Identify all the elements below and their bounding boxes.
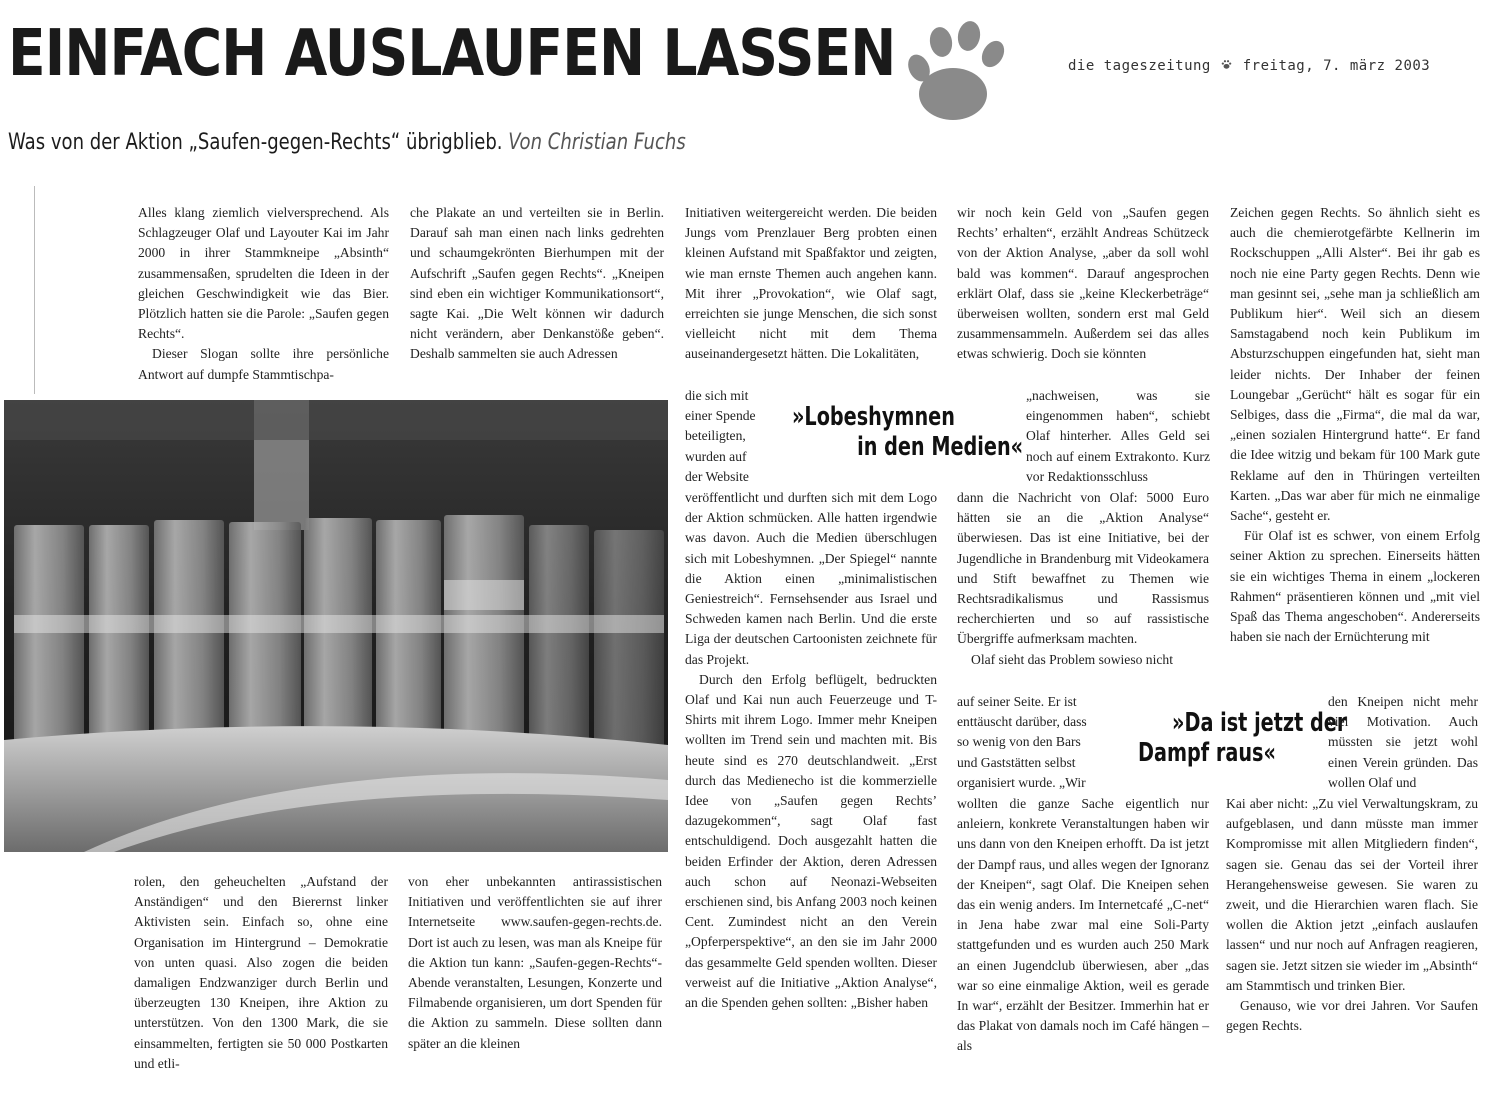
pull-quote-line: »Lobeshymnen — [792, 402, 955, 432]
line: enttäuscht darüber, dass — [957, 714, 1087, 730]
column-rule — [34, 186, 35, 394]
column-4-wrap-2 — [957, 692, 1127, 793]
line: wurden auf — [685, 448, 747, 464]
pull-quote-line: »Da ist jetzt der — [1172, 708, 1347, 738]
column-3-top — [685, 203, 937, 365]
paragraph: von eher unbekannten antirassistischen Initiativen und veröffentlichten sie auf ihrer Internetseite www.saufen-gegen-rechts.de. Dort ist auch zu lesen, was man als Kneipe für die Aktion tun kann: „Saufen-gegen-Rechts“-Abende veranstalten, Lesungen, Konzerte und Filmabende organisieren, um dort Spenden für die Aktion zu sammeln. Diese sollten dann später an die kleinen — [408, 874, 662, 1051]
paragraph: Dieser Slogan sollte ihre persönliche Antwort auf dumpfe Stammtischpa- — [138, 346, 389, 382]
column-5-bottom — [1226, 794, 1478, 1036]
line: der Website — [685, 468, 749, 484]
masthead-date: freitag, 7. märz 2003 — [1242, 58, 1431, 74]
paragraph: Zeichen gegen Rechts. So ähnlich sieht es auch die chemierotgefärbte Kellnerin im Rockschuppen „Alli Alster“. Bei ihr gab es noch nie eine Party gegen Rechts. Denn wie man gesinnt sei, „sehe man ja schließlich am Publikum hier“. Weil sich an diesem Samstagabend noch kein Publikum im Absturzschuppen eingefunden hat, sieht man leider nichts. Der Inhaber der feinen Loungebar „Gerücht“ hält es sogar für ein Selbiges, dass die „Firma“, die mal da war, „einen sozialen Hintergrund hatte“. Er fand die Idee witzig und bekam für 100 Mark gute Reklame auf den in Thüringen verteilten Karten. „Das war aber für mich ne einmalige Sache“, gesteht er. — [1230, 205, 1480, 524]
column-4-bottom — [957, 794, 1209, 1057]
pull-quote-2 — [1138, 708, 1346, 768]
column-4-middle — [957, 488, 1209, 670]
paragraph: che Plakate an und verteilten sie in Berlin. Darauf sah man einen nach links gedrehten und schaumgekrönten Bierhumpen mit der Aufschrift „Saufen gegen Rechts“. „Kneipen sind eben ein wichtiger Kommunikationsort“, sagte Kai. „Die Welt können wir dadurch nicht verändern, aber Denkanstöße geben“. Deshalb sammelten sie auch Adressen — [410, 205, 664, 362]
paragraph: wollten die ganze Sache eigentlich nur anleiern, konkrete Veranstaltungen haben wir uns dann von den Kneipen erhofft. Da ist jetzt der Dampf raus, und alles wegen der Ignoranz der Kneipen“, sagt Olaf. Die Kneipen sehen das ein wenig anders. Im Internetcafé „C-net“ in Jena habe zwar mal eine Soli-Party stattgefunden und es wurden auch 250 Mark an einen Jugendclub überwiesen, aber „das war so eine einmalige Aktion, weil es gerade In war“, erzählt der Besitzer. Immerhin hat er das Plakat von damals noch im Café hängen – als — [957, 796, 1209, 1054]
masthead — [1068, 58, 1488, 74]
pull-quote-line: in den Medien« — [857, 432, 1024, 462]
column-2-top — [410, 203, 664, 365]
subline — [8, 128, 686, 158]
paragraph: rolen, den geheuchelten „Aufstand der Anständigen“ und den Bierernst linker Aktivisten sein. Einfach so, ohne eine Organisation im Hintergrund – Demokratie von unten quasi. Also zogen die beiden damaligen Endzwanziger durch Berlin und überzeugten 130 Kneipen, ihre Aktion zu unterstützen. Von den 1300 Mark, die sie einsammelten, fertigten sie 50 000 Postkarten und etli- — [134, 874, 388, 1071]
column-1-bottom — [134, 872, 388, 1074]
subline-text: Was von der Aktion „Saufen-gegen-Rechts“ übrigblieb. — [8, 130, 503, 155]
author-byline: Von Christian Fuchs — [508, 130, 686, 155]
line: einer Spende — [685, 408, 756, 424]
column-5-wrap — [1328, 692, 1478, 793]
column-4-wrap — [1026, 386, 1210, 487]
paragraph: Genauso, wie vor drei Jahren. Vor Saufen gegen Rechts. — [1226, 998, 1478, 1034]
beer-glasses-photo — [4, 400, 668, 852]
paragraph: Kai aber nicht: „Zu viel Verwaltungskram, zu aufgeblasen, und dann müsste man immer Kompromisse mit allen Mitgliedern finden“, sagen sie. Genau das sei der Vorteil ihrer Herangehensweise gewesen. Sie waren zu zweit, und die Hierarchien waren flach. Sie wollen die Aktion jetzt „einfach auslaufen lassen“ und nur noch auf Anfragen reagieren, sagen sie. Jetzt sitzen sie wieder im „Absinth“ am Stammtisch und trinken Bier. — [1226, 796, 1478, 993]
line: auf seiner Seite. Er ist — [957, 694, 1077, 709]
paragraph: „nachweisen, was sie eingenommen haben“, schiebt Olaf hinterher. Alles Geld sei noch auf einem Extrakonto. Kurz vor Redaktionsschluss — [1026, 388, 1210, 484]
paragraph: den Kneipen nicht mehr viel Motivation. Auch müssten sie jetzt wohl einen Verein gründen. Das wollen Olaf und — [1328, 694, 1478, 790]
column-3-bottom — [685, 488, 937, 1013]
paw-icon — [1220, 58, 1234, 74]
paragraph: veröffentlicht und durften sich mit dem Logo der Aktion schmücken. Alle hatten irgendwie was davon. Auch die Medien überschlugen sich mit Lobeshymnen. „Der Spiegel“ nannte die Aktion einen „minimalistischen Geniestreich“. Fernsehsender aus Israel und Schweden kamen nach Berlin. Und die erste Liga der deutschen Cartoonisten zeichnete für das Projekt. — [685, 490, 937, 667]
line: so wenig von den Bars — [957, 734, 1081, 750]
column-4-top — [957, 203, 1209, 365]
column-1-top — [138, 203, 389, 385]
paw-icon — [895, 12, 1023, 124]
paragraph: dann die Nachricht von Olaf: 5000 Euro hätten sie an die „Aktion Analyse“ überwiesen. Das ist eine Initiative, bei der Jugendliche in Brandenburg mit Videokamera und Stift bewaffnet zu Themen wie Rechtsradikalismus und Rassismus recherchierten und so auf rassistische Übergriffe aufmerksam machten. — [957, 490, 1209, 647]
line: und Gaststätten selbst — [957, 754, 1076, 770]
pull-quote-line: Dampf raus« — [1138, 738, 1276, 768]
pull-quote-1 — [792, 402, 1023, 462]
paragraph: Alles klang ziemlich vielversprechend. Als Schlagzeuger Olaf und Layouter Kai im Jahr 2000 in ihrer Stammkneipe „Absinth“ zusammensaßen, sprudelten die Ideen in der gleichen Geschwindigkeit wie das Bier. Plötzlich hatten sie die Parole: „Saufen gegen Rechts“. — [138, 205, 389, 342]
line: organisiert wurde. „Wir — [957, 774, 1086, 790]
masthead-paper: die tageszeitung — [1068, 58, 1211, 74]
paragraph: Für Olaf ist es schwer, von einem Erfolg seiner Aktion zu sprechen. Einerseits hätten sie ein wichtiges Thema in einem „lockeren Rahmen“ präsentieren können und „mit viel Spaß das Thema angeschoben“. Andererseits haben sie nach der Ernüchterung mit — [1230, 528, 1480, 645]
column-3-wrap — [685, 386, 780, 487]
column-5-top — [1230, 203, 1480, 647]
paragraph: Initiativen weitergereicht werden. Die beiden Jungs vom Prenzlauer Berg probten einen kleinen Aufstand mit Spaßfaktor und zeigten, wie man ernste Themen auch angehen kann. Mit ihrer „Provokation“, wie Olaf sagt, erreichten sie junge Menschen, die sich sonst vielleicht nicht mit dem Thema auseinandergesetzt hätten. Die Lokalitäten, — [685, 205, 937, 362]
line: beteiligten, — [685, 428, 746, 444]
line: die sich mit — [685, 388, 749, 403]
headline: EINFACH AUSLAUFEN LASSEN — [8, 17, 896, 91]
paragraph: Olaf sieht das Problem sowieso nicht — [971, 651, 1173, 667]
column-2-bottom — [408, 872, 662, 1054]
paragraph: wir noch kein Geld von „Saufen gegen Rechts’ erhalten“, erzählt Andreas Schützeck von der Aktion Analyse, „aber da soll wohl bald was kommen“. Darauf angesprochen erklärt Olaf, dass sie „keine Kleckerbeträge“ überweisen wollten, sondern erst mal Geld zusammensammeln. Außerdem sei das alles etwas schwierig. Doch sie könnten — [957, 205, 1209, 362]
paragraph: Durch den Erfolg beflügelt, bedruckten Olaf und Kai nun auch Feuerzeuge und T-Shirts mit ihrem Logo. Immer mehr Kneipen wollten im Trend sein und machten mit. Bis heute sind es 270 deutschlandweit. „Erst durch das Medienecho ist die kommerzielle Idee von „Saufen gegen Rechts’ dazugekommen“, sagt Olaf fast entschuldigend. Doch ausgezahlt hatten die beiden Erfinder der Aktion, deren Adressen auch schon auf Neonazi-Webseiten erschienen sind, bis Anfang 2003 noch keinen Cent. Zumindest nicht an den Verein „Opferperspektive“, an den sie im Jahr 2000 das gesammelte Geld spenden wollten. Dieser verweist auf die Initiative „Aktion Analyse“, an die Spenden gehen sollten: „Bisher haben — [685, 671, 937, 1011]
